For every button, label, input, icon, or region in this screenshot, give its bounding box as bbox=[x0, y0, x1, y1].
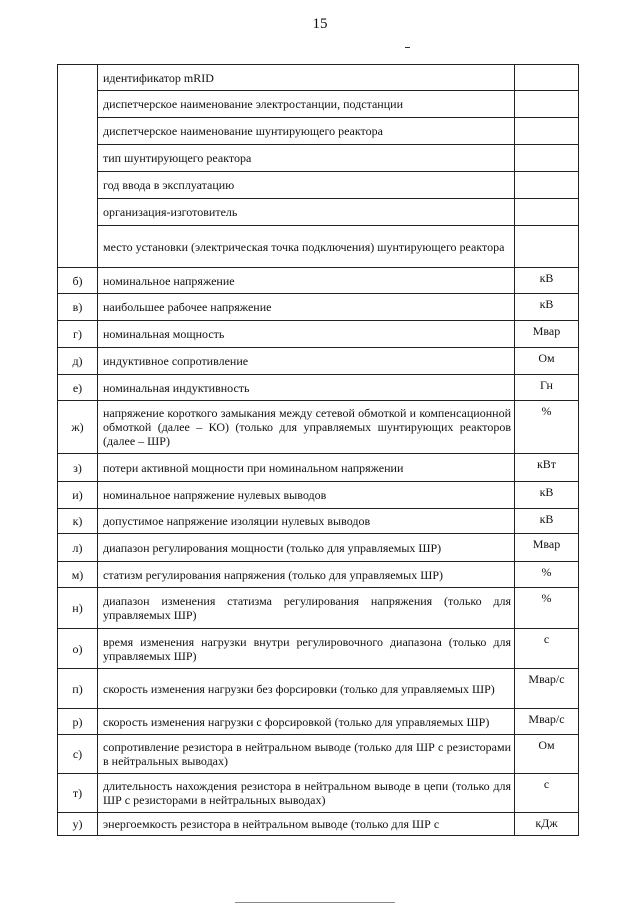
bottom-edge-line bbox=[235, 902, 395, 903]
row-name-cell: статизм регулирования напряжения (только для управляемых ШР) bbox=[98, 562, 515, 588]
row-name-cell: скорость изменения нагрузки с форсировкой (только для управляемых ШР) bbox=[98, 709, 515, 735]
row-letter-cell: р) bbox=[58, 709, 98, 735]
row-name-cell: организация-изготовитель bbox=[98, 199, 515, 226]
row-unit-cell bbox=[515, 145, 579, 172]
table-row bbox=[58, 145, 579, 172]
table-row bbox=[58, 199, 579, 226]
row-name-cell: тип шунтирующего реактора bbox=[98, 145, 515, 172]
row-unit-cell: кВ bbox=[515, 268, 579, 294]
table-row bbox=[58, 294, 579, 321]
row-name-cell: номинальное напряжение bbox=[98, 268, 515, 294]
row-unit-cell: Мвар bbox=[515, 534, 579, 562]
table-row bbox=[58, 774, 579, 813]
row-unit-cell bbox=[515, 199, 579, 226]
table-row bbox=[58, 172, 579, 199]
row-name-cell: диспетчерское наименование электростанции, подстанции bbox=[98, 91, 515, 118]
row-name-cell: номинальное напряжение нулевых выводов bbox=[98, 482, 515, 509]
row-unit-cell: кДж bbox=[515, 813, 579, 836]
row-unit-cell bbox=[515, 118, 579, 145]
row-name-cell: год ввода в эксплуатацию bbox=[98, 172, 515, 199]
row-name-cell: диспетчерское наименование шунтирующего реактора bbox=[98, 118, 515, 145]
table-row bbox=[58, 534, 579, 562]
row-unit-cell: кВ bbox=[515, 294, 579, 321]
row-unit-cell: Ом bbox=[515, 735, 579, 774]
row-name-cell: номинальная индуктивность bbox=[98, 375, 515, 401]
page-number: 15 bbox=[312, 16, 328, 32]
row-letter-cell: л) bbox=[58, 534, 98, 562]
row-name-cell: потери активной мощности при номинальном напряжении bbox=[98, 454, 515, 482]
row-letter-cell: м) bbox=[58, 562, 98, 588]
row-unit-cell: кВ bbox=[515, 509, 579, 534]
row-name-cell: сопротивление резистора в нейтральном выводе (только для ШР с резисторами в нейтральных выводах) bbox=[98, 735, 515, 774]
row-name-cell: длительность нахождения резистора в нейтральном выводе в цепи (только для ШР с резисторами в нейтральных выводах) bbox=[98, 774, 515, 813]
table-row bbox=[58, 482, 579, 509]
row-unit-cell: с bbox=[515, 774, 579, 813]
table-row bbox=[58, 454, 579, 482]
header-mark bbox=[405, 47, 410, 48]
parameters-table bbox=[57, 64, 579, 836]
row-letter-cell: и) bbox=[58, 482, 98, 509]
row-letter-cell: н) bbox=[58, 588, 98, 629]
table-row bbox=[58, 509, 579, 534]
row-name-cell: наибольшее рабочее напряжение bbox=[98, 294, 515, 321]
table-row bbox=[58, 813, 579, 836]
row-letter-cell: г) bbox=[58, 321, 98, 348]
table-row bbox=[58, 629, 579, 669]
row-unit-cell bbox=[515, 172, 579, 199]
row-unit-cell bbox=[515, 91, 579, 118]
table-row bbox=[58, 321, 579, 348]
row-letter-cell: п) bbox=[58, 669, 98, 709]
row-name-cell: индуктивное сопротивление bbox=[98, 348, 515, 375]
table-row bbox=[58, 348, 579, 375]
row-name-cell: номинальная мощность bbox=[98, 321, 515, 348]
row-letter-cell: з) bbox=[58, 454, 98, 482]
row-letter-cell: е) bbox=[58, 375, 98, 401]
row-letter-cell: с) bbox=[58, 735, 98, 774]
row-unit-cell: % bbox=[515, 401, 579, 454]
table-row bbox=[58, 735, 579, 774]
row-unit-cell: кВт bbox=[515, 454, 579, 482]
row-letter-cell bbox=[58, 65, 98, 268]
row-letter-cell: к) bbox=[58, 509, 98, 534]
row-unit-cell: Мвар/с bbox=[515, 709, 579, 735]
table-row bbox=[58, 562, 579, 588]
row-letter-cell: д) bbox=[58, 348, 98, 375]
row-name-cell: допустимое напряжение изоляции нулевых выводов bbox=[98, 509, 515, 534]
row-name-cell: идентификатор mRID bbox=[98, 65, 515, 91]
table-row bbox=[58, 669, 579, 709]
table-row bbox=[58, 118, 579, 145]
row-letter-cell: т) bbox=[58, 774, 98, 813]
row-letter-cell: в) bbox=[58, 294, 98, 321]
table-row bbox=[58, 588, 579, 629]
row-name-cell: диапазон изменения статизма регулирования напряжения (только для управляемых ШР) bbox=[98, 588, 515, 629]
row-name-cell: энергоемкость резистора в нейтральном выводе (только для ШР с bbox=[98, 813, 515, 836]
table-row bbox=[58, 401, 579, 454]
row-unit-cell bbox=[515, 65, 579, 91]
row-unit-cell: Мвар/с bbox=[515, 669, 579, 709]
table-row bbox=[58, 268, 579, 294]
row-unit-cell: с bbox=[515, 629, 579, 669]
row-letter-cell: у) bbox=[58, 813, 98, 836]
row-name-cell: место установки (электрическая точка подключения) шунтирующего реактора bbox=[98, 226, 515, 268]
table-row bbox=[58, 375, 579, 401]
row-name-cell: скорость изменения нагрузки без форсировки (только для управляемых ШР) bbox=[98, 669, 515, 709]
row-unit-cell: Гн bbox=[515, 375, 579, 401]
table-row bbox=[58, 91, 579, 118]
row-letter-cell: о) bbox=[58, 629, 98, 669]
row-unit-cell bbox=[515, 226, 579, 268]
row-unit-cell: % bbox=[515, 588, 579, 629]
table-row bbox=[58, 709, 579, 735]
row-unit-cell: кВ bbox=[515, 482, 579, 509]
row-name-cell: напряжение короткого замыкания между сетевой обмоткой и компенсационной обмоткой (далее – КО) (только для управляемых шунтирующих реакторов (далее – ШР) bbox=[98, 401, 515, 454]
row-unit-cell: Ом bbox=[515, 348, 579, 375]
row-unit-cell: Мвар bbox=[515, 321, 579, 348]
row-name-cell: диапазон регулирования мощности (только для управляемых ШР) bbox=[98, 534, 515, 562]
table-row bbox=[58, 226, 579, 268]
row-letter-cell: ж) bbox=[58, 401, 98, 454]
row-name-cell: время изменения нагрузки внутри регулировочного диапазона (только для управляемых ШР) bbox=[98, 629, 515, 669]
row-letter-cell: б) bbox=[58, 268, 98, 294]
table-row bbox=[58, 65, 579, 91]
row-unit-cell: % bbox=[515, 562, 579, 588]
parameters-table-body bbox=[58, 65, 579, 836]
